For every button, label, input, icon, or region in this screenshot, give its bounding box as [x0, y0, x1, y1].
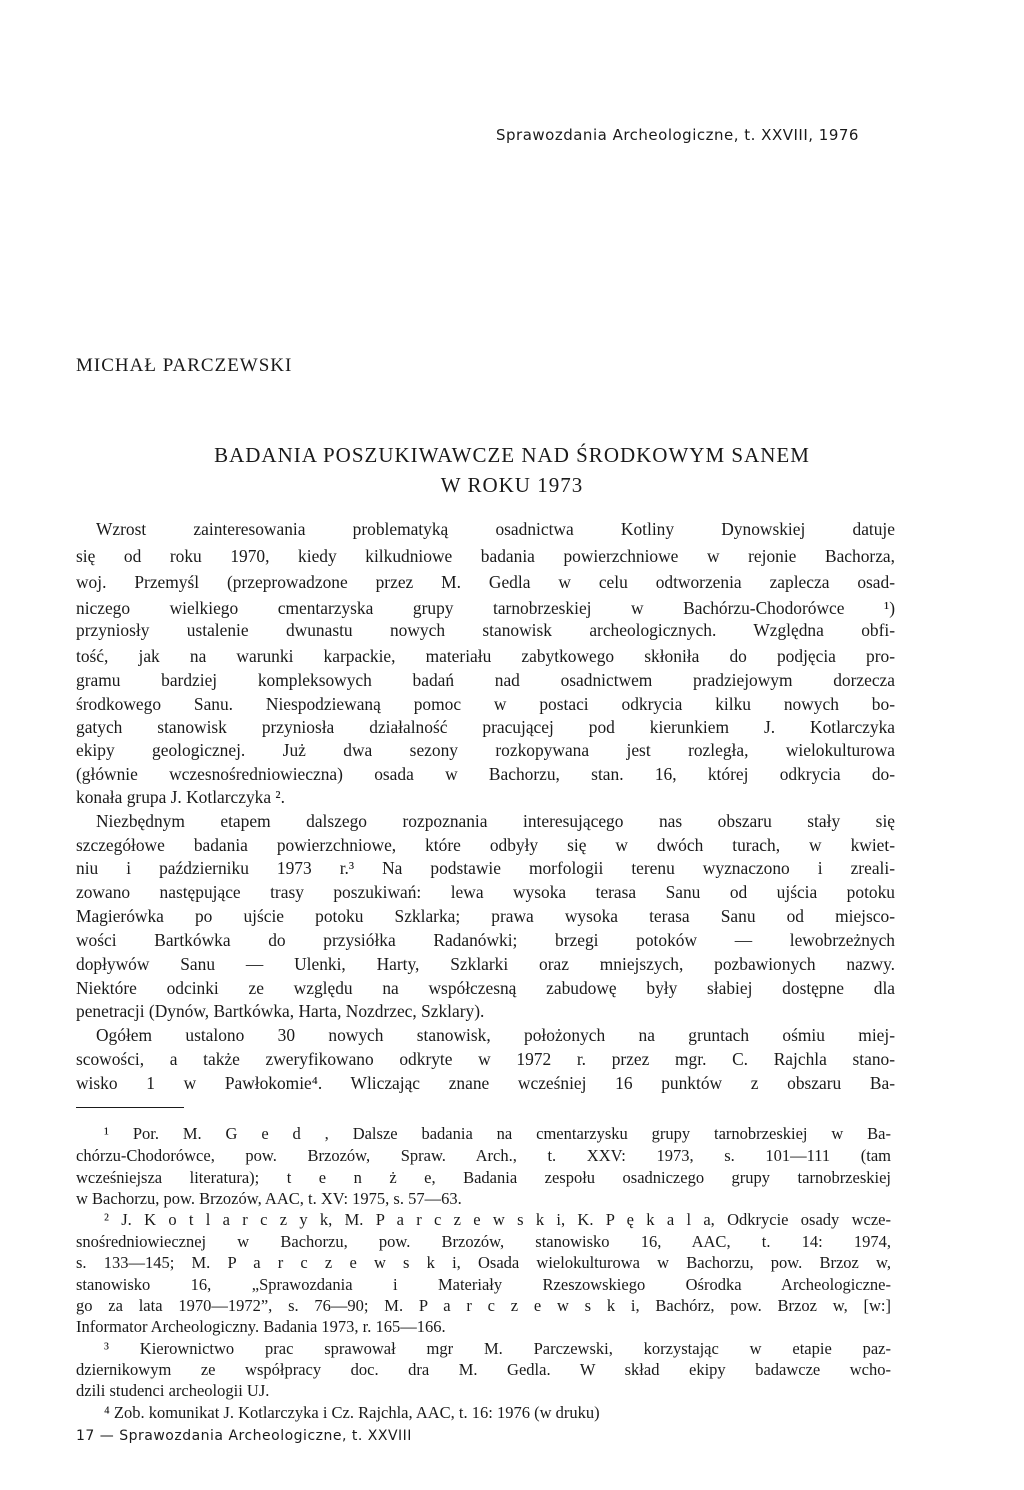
footnote-line: dziernikowym ze współpracy doc. dra M. Gedla. W skład ekipy badawcze wcho- [76, 1360, 891, 1379]
author-name: MICHAŁ PARCZEWSKI [76, 355, 293, 376]
footnote-line: s. 133—145; M. P a r c z e w s k i, Osada wielokulturowa w Bachorzu, pow. Brzoz w, [76, 1253, 891, 1272]
journal-header: Sprawozdania Archeologiczne, t. XXVIII, 1976 [496, 126, 859, 144]
footnote-separator [76, 1107, 184, 1108]
body-line: konała grupa J. Kotlarczyka ². [76, 787, 285, 807]
body-line: Magierówka po ujście potoku Szklarka; prawa wysoka terasa Sanu od miejsco- [76, 906, 895, 926]
body-line: (głównie wczesnośredniowieczna) osada w Bachorzu, stan. 16, której odkrycia do- [76, 764, 895, 784]
body-line: woj. Przemyśl (przeprowadzone przez M. Gedla w celu odtworzenia zaplecza osad- [76, 572, 895, 592]
body-line: penetracji (Dynów, Bartkówka, Harta, Nozdrzec, Szklary). [76, 1001, 485, 1021]
body-line: się od roku 1970, kiedy kilkudniowe badania powierzchniowe w rejonie Bachorza, [76, 546, 895, 566]
footnote-line: ¹ Por. M. G e d , Dalsze badania na cmentarzysku grupy tarnobrzeskiej w Ba- [104, 1124, 891, 1143]
body-line: gatych stanowisk przyniosła działalność pracującej pod kierunkiem J. Kotlarczyka [76, 717, 895, 737]
footnote-line: dzili studenci archeologii UJ. [76, 1381, 270, 1400]
footnote-line: ⁴ Zob. komunikat J. Kotlarczyka i Cz. Rajchla, AAC, t. 16: 1976 (w druku) [104, 1403, 600, 1422]
body-line: środkowego Sanu. Niespodziewaną pomoc w postaci odkrycia kilku nowych bo- [76, 694, 895, 714]
body-line: niu i październiku 1973 r.³ Na podstawie morfologii terenu wyznaczono i zreali- [76, 858, 895, 878]
body-line: Ogółem ustalono 30 nowych stanowisk, położonych na gruntach ośmiu miej- [96, 1025, 895, 1045]
body-line: gramu bardziej kompleksowych badań nad osadnictwem pradziejowym dorzecza [76, 670, 895, 690]
article-title-line-2: W ROKU 1973 [440, 473, 584, 497]
body-line: Wzrost zainteresowania problematyką osadnictwa Kotliny Dynowskiej datuje [96, 519, 895, 539]
footnote-line: wcześniejsza literatura); t e n ż e, Badania zespołu osadniczego grupy tarnobrzeskiej [76, 1168, 891, 1187]
page-footer: 17 — Sprawozdania Archeologiczne, t. XXVIII [76, 1428, 412, 1444]
body-line: ekipy geologicznej. Już dwa sezony rozkopywana jest rozległa, wielokulturowa [76, 740, 895, 760]
body-line: Niektóre odcinki ze względu na współczesną zabudowę były słabiej dostępne dla [76, 978, 895, 998]
footnote-line: go za lata 1970—1972”, s. 76—90; M. P a r c z e w s k i, Bachórz, pow. Brzoz w, [w:] [76, 1296, 891, 1315]
body-line: dopływów Sanu — Ulenki, Harty, Szklarki oraz mniejszych, pozbawionych nazwy. [76, 954, 895, 974]
footnote-line: w Bachorzu, pow. Brzozów, AAC, t. XV: 1975, s. 57—63. [76, 1189, 462, 1208]
footnote-line: Informator Archeologiczny. Badania 1973, r. 165—166. [76, 1317, 446, 1336]
body-line: Niezbędnym etapem dalszego rozpoznania interesującego nas obszaru stały się [96, 811, 895, 831]
body-line: niczego wielkiego cmentarzyska grupy tarnobrzeskiej w Bachórzu-Chodorówce ¹) [76, 598, 895, 618]
article-title-line-1: BADANIA POSZUKIWAWCZE NAD ŚRODKOWYM SANEM [214, 443, 810, 467]
body-line: szczegółowe badania powierzchniowe, które odbyły się w dwóch turach, w kwiet- [76, 835, 895, 855]
body-line: wości Bartkówka do przysiółka Radanówki; brzegi potoków — lewobrzeżnych [76, 930, 895, 950]
footnote-line: ³ Kierownictwo prac sprawował mgr M. Parczewski, korzystając w etapie paz- [104, 1339, 891, 1358]
body-line: tość, jak na warunki karpackie, materiału zabytkowego skłoniła do podjęcia pro- [76, 646, 895, 666]
body-line: przyniosły ustalenie dwunastu nowych stanowisk archeologicznych. Względna obfi- [76, 620, 895, 640]
body-line: zowano następujące trasy poszukiwań: lewa wysoka terasa Sanu od ujścia potoku [76, 882, 895, 902]
footnote-line: chórzu-Chodorówce, pow. Brzozów, Spraw. Arch., t. XXV: 1973, s. 101—111 (tam [76, 1146, 891, 1165]
footnote-line: ² J. K o t l a r c z y k, M. P a r c z e w s k i, K. P ę k a l a, Odkrycie osady wcze- [104, 1210, 891, 1229]
body-line: scowości, a także zweryfikowano odkryte w 1972 r. przez mgr. C. Rajchla stano- [76, 1049, 895, 1069]
body-line: wisko 1 w Pawłokomie⁴. Wliczając znane wcześniej 16 punktów z obszaru Ba- [76, 1073, 895, 1093]
footnote-line: snośredniowiecznej w Bachorzu, pow. Brzozów, stanowisko 16, AAC, t. 14: 1974, [76, 1232, 891, 1251]
footnote-line: stanowisko 16, „Sprawozdania i Materiały Rzeszowskiego Ośrodka Archeologiczne- [76, 1275, 891, 1294]
